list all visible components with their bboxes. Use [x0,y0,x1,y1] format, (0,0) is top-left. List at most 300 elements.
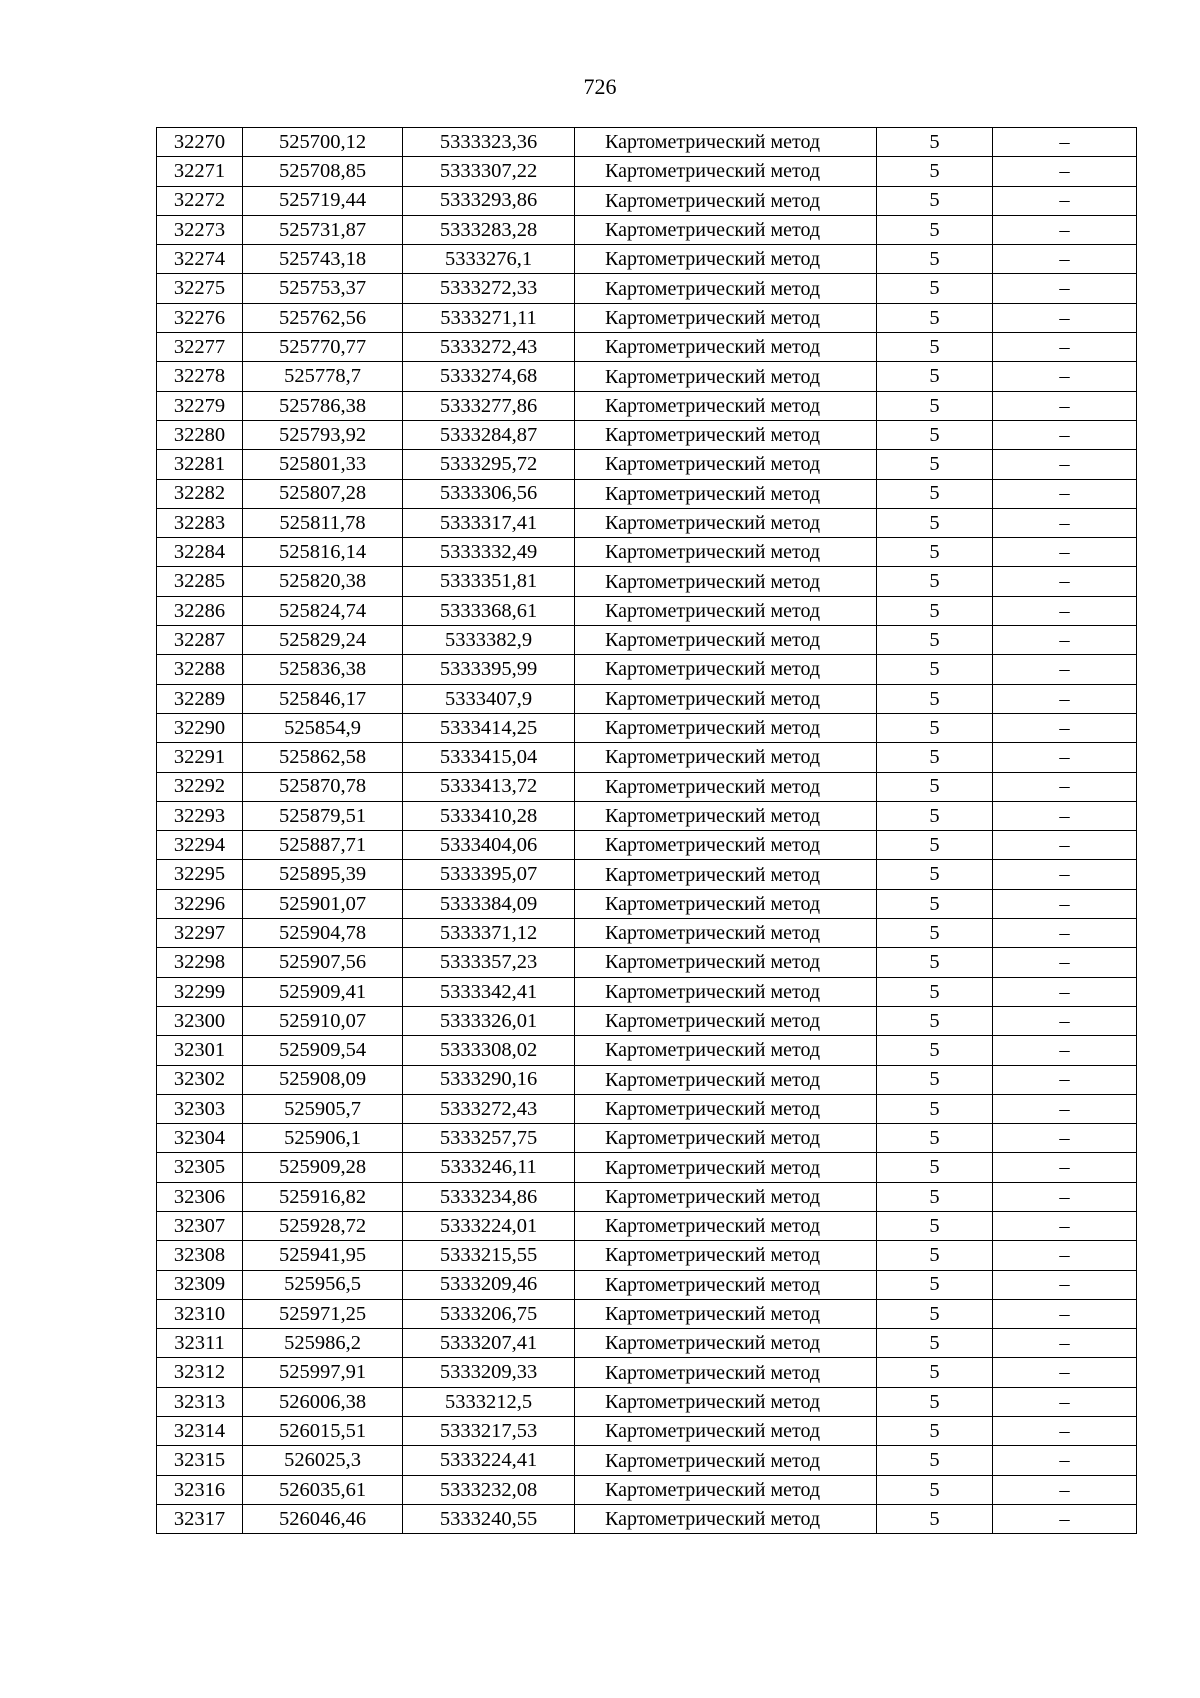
accuracy-cell: 5 [877,948,993,977]
point-number-cell: 32310 [157,1299,243,1328]
point-number-cell: 32273 [157,215,243,244]
method-cell: Картометрический метод [575,1241,877,1270]
point-number-cell: 32311 [157,1329,243,1358]
note-cell: – [993,684,1137,713]
y-coordinate-cell: 5333307,22 [403,157,575,186]
y-coordinate-cell: 5333272,43 [403,333,575,362]
accuracy-cell: 5 [877,333,993,362]
note-cell: – [993,1065,1137,1094]
accuracy-cell: 5 [877,919,993,948]
table-row [157,1241,1137,1270]
accuracy-cell: 5 [877,831,993,860]
table-row [157,1270,1137,1299]
table-row [157,772,1137,801]
method-cell: Картометрический метод [575,1211,877,1240]
method-cell: Картометрический метод [575,1065,877,1094]
accuracy-cell: 5 [877,450,993,479]
x-coordinate-cell: 525786,38 [243,391,403,420]
note-cell: – [993,1504,1137,1533]
note-cell: – [993,128,1137,157]
note-cell: – [993,1475,1137,1504]
y-coordinate-cell: 5333246,11 [403,1153,575,1182]
x-coordinate-cell: 525909,54 [243,1036,403,1065]
y-coordinate-cell: 5333224,41 [403,1446,575,1475]
table-row [157,391,1137,420]
accuracy-cell: 5 [877,1036,993,1065]
y-coordinate-cell: 5333395,99 [403,655,575,684]
y-coordinate-cell: 5333317,41 [403,508,575,537]
y-coordinate-cell: 5333323,36 [403,128,575,157]
method-cell: Картометрический метод [575,508,877,537]
accuracy-cell: 5 [877,889,993,918]
y-coordinate-cell: 5333414,25 [403,713,575,742]
point-number-cell: 32312 [157,1358,243,1387]
point-number-cell: 32277 [157,333,243,362]
note-cell: – [993,1241,1137,1270]
y-coordinate-cell: 5333217,53 [403,1417,575,1446]
y-coordinate-cell: 5333382,9 [403,626,575,655]
table-row [157,1036,1137,1065]
note-cell: – [993,1270,1137,1299]
x-coordinate-cell: 525910,07 [243,1006,403,1035]
table-row [157,1153,1137,1182]
table-row [157,1329,1137,1358]
y-coordinate-cell: 5333276,1 [403,245,575,274]
note-cell: – [993,596,1137,625]
note-cell: – [993,215,1137,244]
table-row [157,860,1137,889]
accuracy-cell: 5 [877,215,993,244]
method-cell: Картометрический метод [575,772,877,801]
point-number-cell: 32307 [157,1211,243,1240]
point-number-cell: 32271 [157,157,243,186]
method-cell: Картометрический метод [575,274,877,303]
point-number-cell: 32308 [157,1241,243,1270]
table-row [157,128,1137,157]
method-cell: Картометрический метод [575,626,877,655]
table-row [157,508,1137,537]
x-coordinate-cell: 525762,56 [243,303,403,332]
table-row [157,1358,1137,1387]
y-coordinate-cell: 5333342,41 [403,977,575,1006]
y-coordinate-cell: 5333368,61 [403,596,575,625]
table-row [157,655,1137,684]
table-row [157,362,1137,391]
note-cell: – [993,1211,1137,1240]
note-cell: – [993,362,1137,391]
accuracy-cell: 5 [877,303,993,332]
y-coordinate-cell: 5333357,23 [403,948,575,977]
note-cell: – [993,626,1137,655]
y-coordinate-cell: 5333272,43 [403,1094,575,1123]
table-row [157,1211,1137,1240]
table-row [157,303,1137,332]
accuracy-cell: 5 [877,1299,993,1328]
table-row [157,274,1137,303]
x-coordinate-cell: 525997,91 [243,1358,403,1387]
y-coordinate-cell: 5333410,28 [403,801,575,830]
note-cell: – [993,245,1137,274]
accuracy-cell: 5 [877,772,993,801]
y-coordinate-cell: 5333415,04 [403,743,575,772]
note-cell: – [993,450,1137,479]
method-cell: Картометрический метод [575,596,877,625]
table-row [157,743,1137,772]
method-cell: Картометрический метод [575,1329,877,1358]
point-number-cell: 32317 [157,1504,243,1533]
note-cell: – [993,333,1137,362]
x-coordinate-cell: 525708,85 [243,157,403,186]
note-cell: – [993,801,1137,830]
point-number-cell: 32313 [157,1387,243,1416]
coordinates-table-body [157,128,1137,1534]
y-coordinate-cell: 5333326,01 [403,1006,575,1035]
method-cell: Картометрический метод [575,831,877,860]
method-cell: Картометрический метод [575,303,877,332]
accuracy-cell: 5 [877,1270,993,1299]
point-number-cell: 32297 [157,919,243,948]
x-coordinate-cell: 525811,78 [243,508,403,537]
table-row [157,1387,1137,1416]
method-cell: Картометрический метод [575,1446,877,1475]
point-number-cell: 32274 [157,245,243,274]
note-cell: – [993,1182,1137,1211]
accuracy-cell: 5 [877,596,993,625]
table-row [157,245,1137,274]
point-number-cell: 32279 [157,391,243,420]
note-cell: – [993,948,1137,977]
note-cell: – [993,772,1137,801]
x-coordinate-cell: 525909,28 [243,1153,403,1182]
table-row [157,801,1137,830]
point-number-cell: 32287 [157,626,243,655]
x-coordinate-cell: 525907,56 [243,948,403,977]
y-coordinate-cell: 5333306,56 [403,479,575,508]
x-coordinate-cell: 526035,61 [243,1475,403,1504]
method-cell: Картометрический метод [575,245,877,274]
y-coordinate-cell: 5333274,68 [403,362,575,391]
x-coordinate-cell: 525986,2 [243,1329,403,1358]
method-cell: Картометрический метод [575,1387,877,1416]
method-cell: Картометрический метод [575,420,877,449]
note-cell: – [993,186,1137,215]
x-coordinate-cell: 525928,72 [243,1211,403,1240]
x-coordinate-cell: 525906,1 [243,1124,403,1153]
y-coordinate-cell: 5333207,41 [403,1329,575,1358]
note-cell: – [993,977,1137,1006]
y-coordinate-cell: 5333395,07 [403,860,575,889]
method-cell: Картометрический метод [575,889,877,918]
note-cell: – [993,567,1137,596]
accuracy-cell: 5 [877,1358,993,1387]
table-row [157,1299,1137,1328]
point-number-cell: 32315 [157,1446,243,1475]
accuracy-cell: 5 [877,508,993,537]
x-coordinate-cell: 525846,17 [243,684,403,713]
x-coordinate-cell: 525909,41 [243,977,403,1006]
x-coordinate-cell: 525829,24 [243,626,403,655]
accuracy-cell: 5 [877,1211,993,1240]
point-number-cell: 32276 [157,303,243,332]
table-row [157,1504,1137,1533]
y-coordinate-cell: 5333332,49 [403,538,575,567]
note-cell: – [993,508,1137,537]
accuracy-cell: 5 [877,1182,993,1211]
method-cell: Картометрический метод [575,128,877,157]
point-number-cell: 32282 [157,479,243,508]
accuracy-cell: 5 [877,713,993,742]
x-coordinate-cell: 525956,5 [243,1270,403,1299]
method-cell: Картометрический метод [575,1299,877,1328]
table-row [157,1124,1137,1153]
point-number-cell: 32309 [157,1270,243,1299]
accuracy-cell: 5 [877,1065,993,1094]
method-cell: Картометрический метод [575,1475,877,1504]
y-coordinate-cell: 5333290,16 [403,1065,575,1094]
table-row [157,186,1137,215]
y-coordinate-cell: 5333234,86 [403,1182,575,1211]
method-cell: Картометрический метод [575,157,877,186]
point-number-cell: 32286 [157,596,243,625]
table-row [157,1182,1137,1211]
table-row [157,713,1137,742]
note-cell: – [993,655,1137,684]
table-row [157,1417,1137,1446]
method-cell: Картометрический метод [575,538,877,567]
method-cell: Картометрический метод [575,1504,877,1533]
point-number-cell: 32275 [157,274,243,303]
table-row [157,1446,1137,1475]
note-cell: – [993,420,1137,449]
point-number-cell: 32291 [157,743,243,772]
point-number-cell: 32270 [157,128,243,157]
note-cell: – [993,1446,1137,1475]
method-cell: Картометрический метод [575,186,877,215]
y-coordinate-cell: 5333407,9 [403,684,575,713]
point-number-cell: 32305 [157,1153,243,1182]
x-coordinate-cell: 525901,07 [243,889,403,918]
accuracy-cell: 5 [877,626,993,655]
table-row [157,1094,1137,1123]
table-row [157,977,1137,1006]
y-coordinate-cell: 5333284,87 [403,420,575,449]
note-cell: – [993,1006,1137,1035]
accuracy-cell: 5 [877,1241,993,1270]
point-number-cell: 32306 [157,1182,243,1211]
table-row [157,479,1137,508]
accuracy-cell: 5 [877,128,993,157]
method-cell: Картометрический метод [575,1153,877,1182]
point-number-cell: 32316 [157,1475,243,1504]
coordinates-table [156,127,1137,1534]
x-coordinate-cell: 525770,77 [243,333,403,362]
table-row [157,626,1137,655]
method-cell: Картометрический метод [575,450,877,479]
x-coordinate-cell: 525836,38 [243,655,403,684]
method-cell: Картометрический метод [575,919,877,948]
x-coordinate-cell: 525854,9 [243,713,403,742]
accuracy-cell: 5 [877,538,993,567]
x-coordinate-cell: 525824,74 [243,596,403,625]
y-coordinate-cell: 5333295,72 [403,450,575,479]
y-coordinate-cell: 5333293,86 [403,186,575,215]
x-coordinate-cell: 525816,14 [243,538,403,567]
x-coordinate-cell: 525870,78 [243,772,403,801]
table-row [157,948,1137,977]
note-cell: – [993,538,1137,567]
method-cell: Картометрический метод [575,1182,877,1211]
method-cell: Картометрический метод [575,801,877,830]
method-cell: Картометрический метод [575,1036,877,1065]
note-cell: – [993,1387,1137,1416]
note-cell: – [993,1417,1137,1446]
method-cell: Картометрический метод [575,1270,877,1299]
method-cell: Картометрический метод [575,1124,877,1153]
note-cell: – [993,889,1137,918]
accuracy-cell: 5 [877,391,993,420]
point-number-cell: 32283 [157,508,243,537]
x-coordinate-cell: 525862,58 [243,743,403,772]
accuracy-cell: 5 [877,274,993,303]
accuracy-cell: 5 [877,186,993,215]
note-cell: – [993,303,1137,332]
accuracy-cell: 5 [877,1153,993,1182]
x-coordinate-cell: 525807,28 [243,479,403,508]
method-cell: Картометрический метод [575,391,877,420]
accuracy-cell: 5 [877,1504,993,1533]
point-number-cell: 32299 [157,977,243,1006]
point-number-cell: 32304 [157,1124,243,1153]
y-coordinate-cell: 5333277,86 [403,391,575,420]
y-coordinate-cell: 5333283,28 [403,215,575,244]
method-cell: Картометрический метод [575,1006,877,1035]
page-number: 726 [583,74,617,99]
note-cell: – [993,1094,1137,1123]
accuracy-cell: 5 [877,479,993,508]
y-coordinate-cell: 5333206,75 [403,1299,575,1328]
table-row [157,1006,1137,1035]
method-cell: Картометрический метод [575,860,877,889]
method-cell: Картометрический метод [575,215,877,244]
x-coordinate-cell: 525879,51 [243,801,403,830]
method-cell: Картометрический метод [575,977,877,1006]
x-coordinate-cell: 525743,18 [243,245,403,274]
method-cell: Картометрический метод [575,743,877,772]
table-row [157,889,1137,918]
method-cell: Картометрический метод [575,1417,877,1446]
y-coordinate-cell: 5333257,75 [403,1124,575,1153]
accuracy-cell: 5 [877,684,993,713]
note-cell: – [993,919,1137,948]
point-number-cell: 32278 [157,362,243,391]
y-coordinate-cell: 5333413,72 [403,772,575,801]
point-number-cell: 32301 [157,1036,243,1065]
table-row [157,684,1137,713]
table-row [157,567,1137,596]
accuracy-cell: 5 [877,977,993,1006]
note-cell: – [993,1036,1137,1065]
table-row [157,919,1137,948]
note-cell: – [993,743,1137,772]
accuracy-cell: 5 [877,801,993,830]
table-row [157,333,1137,362]
note-cell: – [993,860,1137,889]
method-cell: Картометрический метод [575,479,877,508]
x-coordinate-cell: 525753,37 [243,274,403,303]
x-coordinate-cell: 525941,95 [243,1241,403,1270]
point-number-cell: 32296 [157,889,243,918]
note-cell: – [993,831,1137,860]
note-cell: – [993,391,1137,420]
x-coordinate-cell: 525905,7 [243,1094,403,1123]
method-cell: Картометрический метод [575,684,877,713]
x-coordinate-cell: 525916,82 [243,1182,403,1211]
y-coordinate-cell: 5333308,02 [403,1036,575,1065]
y-coordinate-cell: 5333404,06 [403,831,575,860]
point-number-cell: 32302 [157,1065,243,1094]
x-coordinate-cell: 525801,33 [243,450,403,479]
point-number-cell: 32281 [157,450,243,479]
x-coordinate-cell: 525904,78 [243,919,403,948]
table-row [157,538,1137,567]
y-coordinate-cell: 5333209,33 [403,1358,575,1387]
accuracy-cell: 5 [877,420,993,449]
note-cell: – [993,274,1137,303]
y-coordinate-cell: 5333209,46 [403,1270,575,1299]
table-row [157,831,1137,860]
x-coordinate-cell: 526006,38 [243,1387,403,1416]
point-number-cell: 32285 [157,567,243,596]
point-number-cell: 32292 [157,772,243,801]
accuracy-cell: 5 [877,743,993,772]
accuracy-cell: 5 [877,860,993,889]
table-row [157,157,1137,186]
note-cell: – [993,1299,1137,1328]
point-number-cell: 32288 [157,655,243,684]
accuracy-cell: 5 [877,1094,993,1123]
note-cell: – [993,713,1137,742]
x-coordinate-cell: 526025,3 [243,1446,403,1475]
y-coordinate-cell: 5333212,5 [403,1387,575,1416]
method-cell: Картометрический метод [575,362,877,391]
accuracy-cell: 5 [877,245,993,274]
accuracy-cell: 5 [877,1417,993,1446]
method-cell: Картометрический метод [575,713,877,742]
accuracy-cell: 5 [877,1446,993,1475]
method-cell: Картометрический метод [575,1358,877,1387]
y-coordinate-cell: 5333215,55 [403,1241,575,1270]
table-row [157,1475,1137,1504]
x-coordinate-cell: 525895,39 [243,860,403,889]
method-cell: Картометрический метод [575,948,877,977]
y-coordinate-cell: 5333371,12 [403,919,575,948]
y-coordinate-cell: 5333224,01 [403,1211,575,1240]
x-coordinate-cell: 525820,38 [243,567,403,596]
note-cell: – [993,479,1137,508]
accuracy-cell: 5 [877,567,993,596]
x-coordinate-cell: 525908,09 [243,1065,403,1094]
accuracy-cell: 5 [877,655,993,684]
point-number-cell: 32314 [157,1417,243,1446]
y-coordinate-cell: 5333240,55 [403,1504,575,1533]
y-coordinate-cell: 5333271,11 [403,303,575,332]
point-number-cell: 32289 [157,684,243,713]
x-coordinate-cell: 525971,25 [243,1299,403,1328]
accuracy-cell: 5 [877,362,993,391]
y-coordinate-cell: 5333351,81 [403,567,575,596]
x-coordinate-cell: 525793,92 [243,420,403,449]
point-number-cell: 32303 [157,1094,243,1123]
